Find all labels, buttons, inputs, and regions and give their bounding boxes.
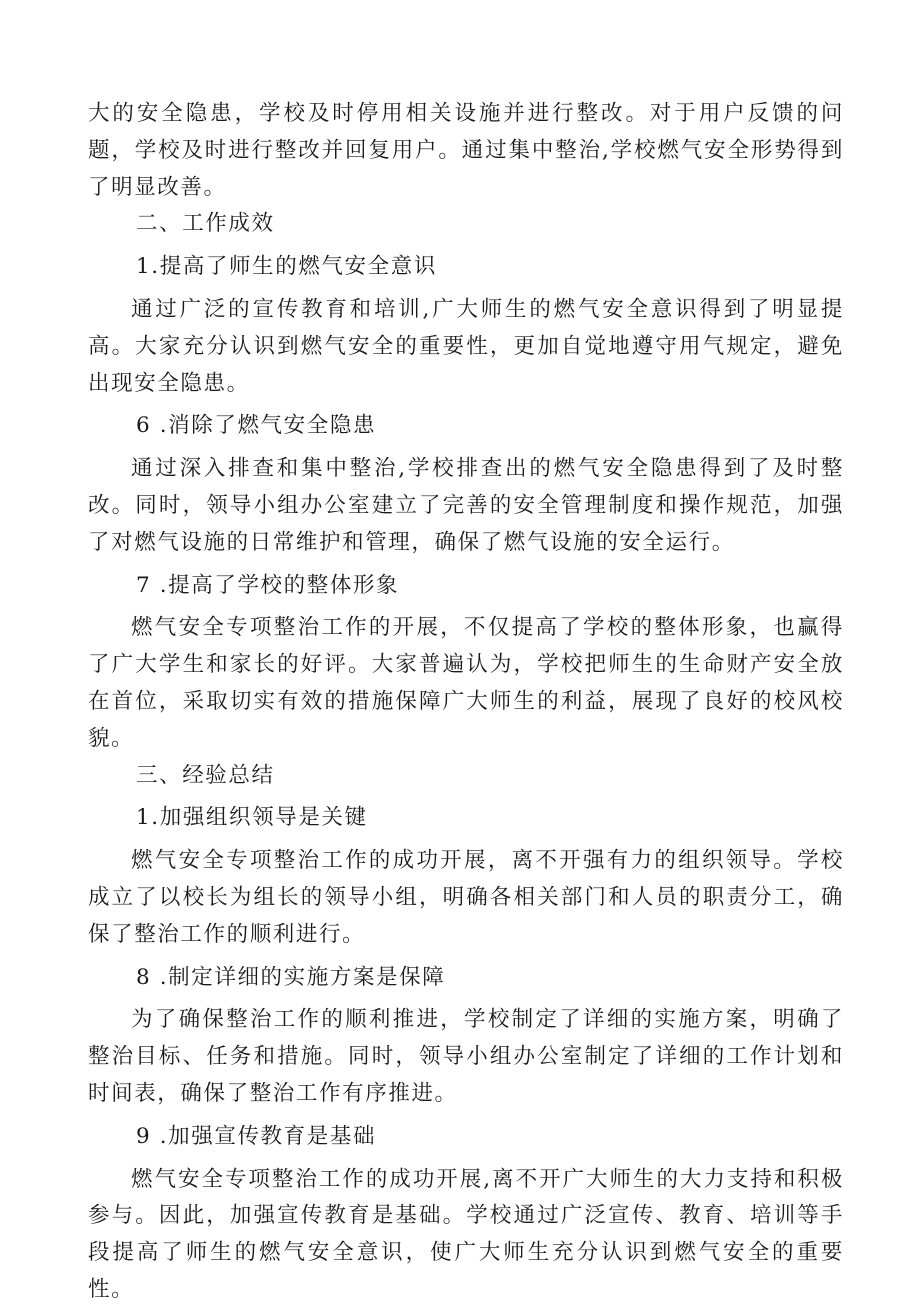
- subheading-hazards-eliminated: 6 .消除了燃气安全隐患: [136, 413, 377, 439]
- paragraph-leadership: 燃气安全专项整治工作的成功开展，离不开强有力的组织领导。学校成立了以校长为组长的领导小组，明确各相关部门和人员的职责分工，确保了整治工作的顺利进行。: [88, 848, 844, 947]
- section-heading-experience: 三、经验总结: [136, 762, 275, 788]
- subheading-publicity-education: 9 .加强宣传教育是基础: [136, 1123, 377, 1149]
- section-heading-results: 二、工作成效: [136, 211, 275, 237]
- paragraph-hazards-eliminated: 通过深入排查和集中整治,学校排查出的燃气安全隐患得到了及时整改。同时，领导小组办公室建立了完善的安全管理制度和操作规范，加强了对燃气设施的日常维护和管理，确保了燃气设施的安全运行。: [88, 456, 844, 555]
- paragraph-publicity-education: 燃气安全专项整治工作的成功开展,离不开广大师生的大力支持和积极参与。因此，加强宣传教育是基础。学校通过广泛宣传、教育、培训等手段提高了师生的燃气安全意识，使广大师生充分认识到燃气安全的重要性。: [88, 1166, 844, 1302]
- subheading-safety-awareness: 1.提高了师生的燃气安全意识: [136, 254, 437, 280]
- paragraph-safety-awareness: 通过广泛的宣传教育和培训,广大师生的燃气安全意识得到了明显提高。大家充分认识到燃气安全的重要性，更加自觉地遵守用气规定，避免出现安全隐患。: [88, 296, 844, 396]
- subheading-leadership: 1.加强组织领导是关键: [136, 805, 368, 831]
- subheading-school-image: 7 .提高了学校的整体形象: [136, 572, 400, 598]
- subheading-implementation-plan: 8 .制定详细的实施方案是保障: [136, 964, 446, 990]
- paragraph-intro: 大的安全隐患，学校及时停用相关设施并进行整改。对于用户反馈的问题，学校及时进行整改并回复用户。通过集中整治,学校燃气安全形势得到了明显改善。: [88, 101, 844, 200]
- paragraph-implementation-plan: 为了确保整治工作的顺利推进，学校制定了详细的实施方案，明确了整治目标、任务和措施。同时，领导小组办公室制定了详细的工作计划和时间表，确保了整治工作有序推进。: [88, 1007, 844, 1106]
- paragraph-school-image: 燃气安全专项整治工作的开展，不仅提高了学校的整体形象，也赢得了广大学生和家长的好评。大家普遍认为，学校把师生的生命财产安全放在首位，采取切实有效的措施保障广大师生的利益，展现了良好的校风校貌。: [88, 615, 844, 751]
